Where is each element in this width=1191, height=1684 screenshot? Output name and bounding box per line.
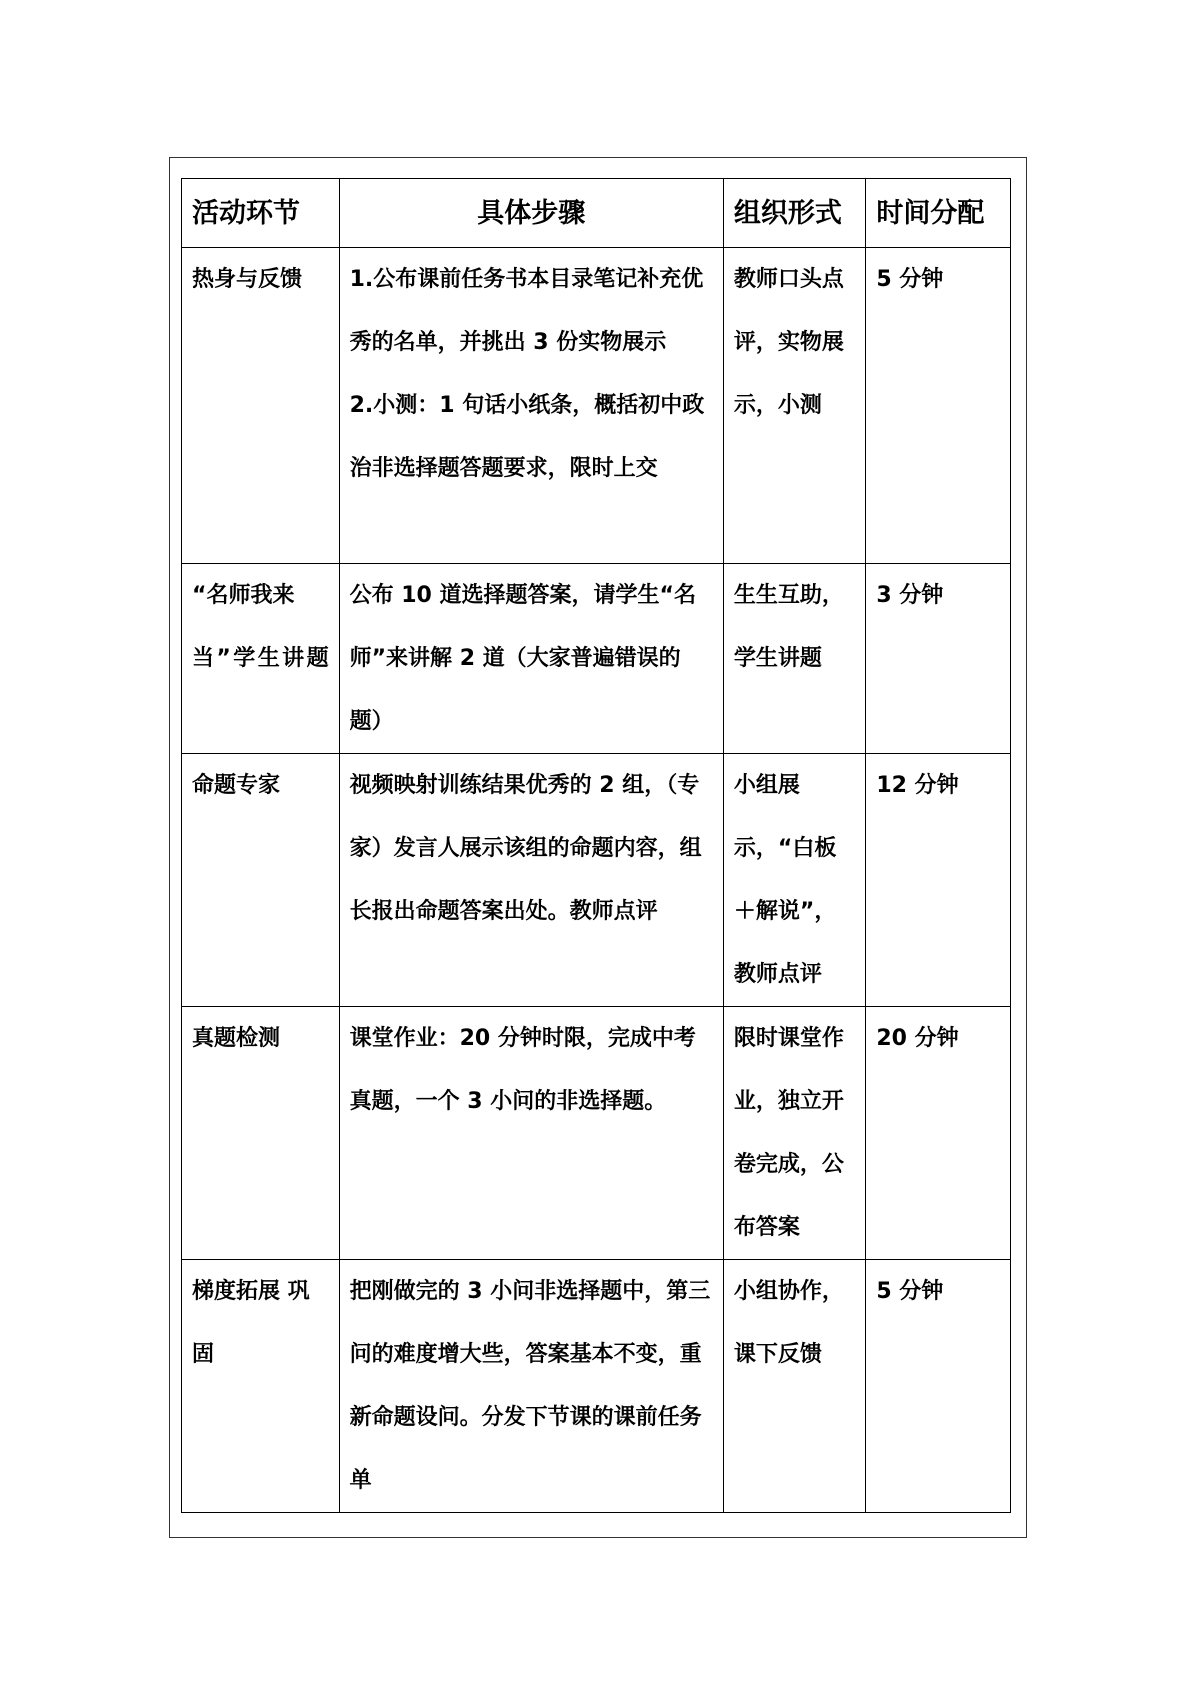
header-time: 时间分配: [866, 179, 1011, 248]
table-row: [182, 1260, 1011, 1513]
format-cell: 小组协作，课下反馈: [723, 1260, 865, 1513]
table-row: [182, 564, 1011, 754]
stage-cell: 真题检测: [182, 1007, 340, 1260]
format-cell: 生生互助，学生讲题: [723, 564, 865, 754]
time-cell: 3 分钟: [866, 564, 1011, 754]
steps-cell: 把刚做完的 3 小问非选择题中，第三问的难度增大些，答案基本不变，重新命题设问。分发下节课的课前任务单: [339, 1260, 723, 1513]
header-format: 组织形式: [723, 179, 865, 248]
steps-cell: 视频映射训练结果优秀的 2 组，（专家）发言人展示该组的命题内容，组长报出命题答案出处。教师点评: [339, 754, 723, 1007]
time-cell: 5 分钟: [866, 1260, 1011, 1513]
stage-cell: 命题专家: [182, 754, 340, 1007]
activity-plan-table: [181, 178, 1011, 1513]
table-row: [182, 1007, 1011, 1260]
header-stage: 活动环节: [182, 179, 340, 248]
format-cell: 限时课堂作业，独立开卷完成，公布答案: [723, 1007, 865, 1260]
steps-cell: 公布 10 道选择题答案，请学生“名师”来讲解 2 道（大家普遍错误的题）: [339, 564, 723, 754]
table-row: [182, 248, 1011, 564]
stage-cell: “名师我来当”学生讲题: [182, 564, 340, 754]
time-cell: 20 分钟: [866, 1007, 1011, 1260]
steps-cell: [339, 248, 723, 564]
format-cell: 教师口头点评，实物展示，小测: [723, 248, 865, 564]
table-row: [182, 754, 1011, 1007]
table-header-row: [182, 179, 1011, 248]
time-cell: 12 分钟: [866, 754, 1011, 1007]
step-item: 2.小测：1 句话小纸条，概括初中政治非选择题答题要求，限时上交: [349, 393, 705, 481]
header-steps: 具体步骤: [339, 179, 723, 248]
step-item: 1.公布课前任务书本目录笔记补充优秀的名单，并挑出 3 份实物展示: [349, 267, 704, 355]
format-cell: 小组展示，“白板＋解说”，教师点评: [723, 754, 865, 1007]
stage-cell: 热身与反馈: [182, 248, 340, 564]
steps-cell: 课堂作业：20 分钟时限，完成中考真题，一个 3 小问的非选择题。: [339, 1007, 723, 1260]
time-cell: 5 分钟: [866, 248, 1011, 564]
stage-cell: 梯度拓展 巩固: [182, 1260, 340, 1513]
